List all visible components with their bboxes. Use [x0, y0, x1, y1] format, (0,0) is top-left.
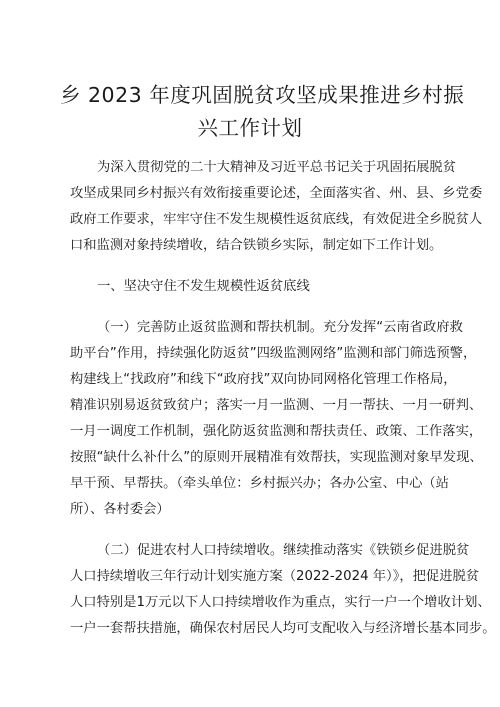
- intro-line-4: 口和监测对象持续增收，结合铁锁乡实际，制定如下工作计划。: [70, 238, 443, 253]
- para1-line-8: 所）、各村委会）: [70, 502, 170, 517]
- para1-line-2: 助平台”作用，持续强化防返贫”四级监测网络”监测和部门筛选预警，: [70, 346, 477, 361]
- para1-line-4: 精准识别易返贫致贫户；落实一月一监测、一月一帮扶、一月一研判、: [70, 398, 483, 413]
- intro-line-1: 为深入贯彻党的二十大精神及习近平总书记关于巩固拓展脱贫: [97, 160, 457, 175]
- section-heading-1: 一、坚决守住不发生规模性返贫底线: [97, 279, 310, 294]
- para1-line-5: 一月一调度工作机制，强化防返贫监测和帮扶责任、政策、工作落实，: [70, 424, 483, 439]
- para2-line-3: 人口特别是1万元以下人口持续增收作为重点，实行一户一个增收计划、: [70, 595, 491, 610]
- para2-line-1: （二）促进农村人口持续增收。继续推动落实《铁锁乡促进脱贫: [97, 543, 470, 558]
- para2-line-2: 人口持续增收三年行动计划实施方案（2022-2024 年）》，把促进脱贫: [70, 569, 480, 584]
- para1-line-6: 按照“缺什么补什么”的原则开展精准有效帮扶，实现监测对象早发现、: [70, 450, 483, 465]
- intro-line-3: 政府工作要求，牢牢守住不发生规模性返贫底线，有效促进全乡脱贫人: [70, 212, 483, 227]
- document-title-line-2: 兴工作计划: [197, 116, 303, 140]
- document-title-line-1: 乡 2023 年度巩固脱贫攻坚成果推进乡村振: [60, 83, 465, 107]
- intro-line-2: 攻坚成果同乡村振兴有效衔接重要论述，全面落实省、州、县、乡党委: [70, 186, 483, 201]
- para1-line-3: 构建线上“找政府”和线下“政府找”双向协同网格化管理工作格局，: [70, 372, 457, 387]
- para2-line-4: 一户一套帮扶措施，确保农村居民人均可支配收入与经济增长基本同步。: [70, 621, 496, 636]
- para1-line-7: 早干预、早帮扶。（牵头单位：乡村振兴办；各办公室、中心（站: [70, 476, 449, 491]
- para1-line-1: （一）完善防止返贫监测和帮扶机制。充分发挥“云南省政府救: [97, 320, 463, 335]
